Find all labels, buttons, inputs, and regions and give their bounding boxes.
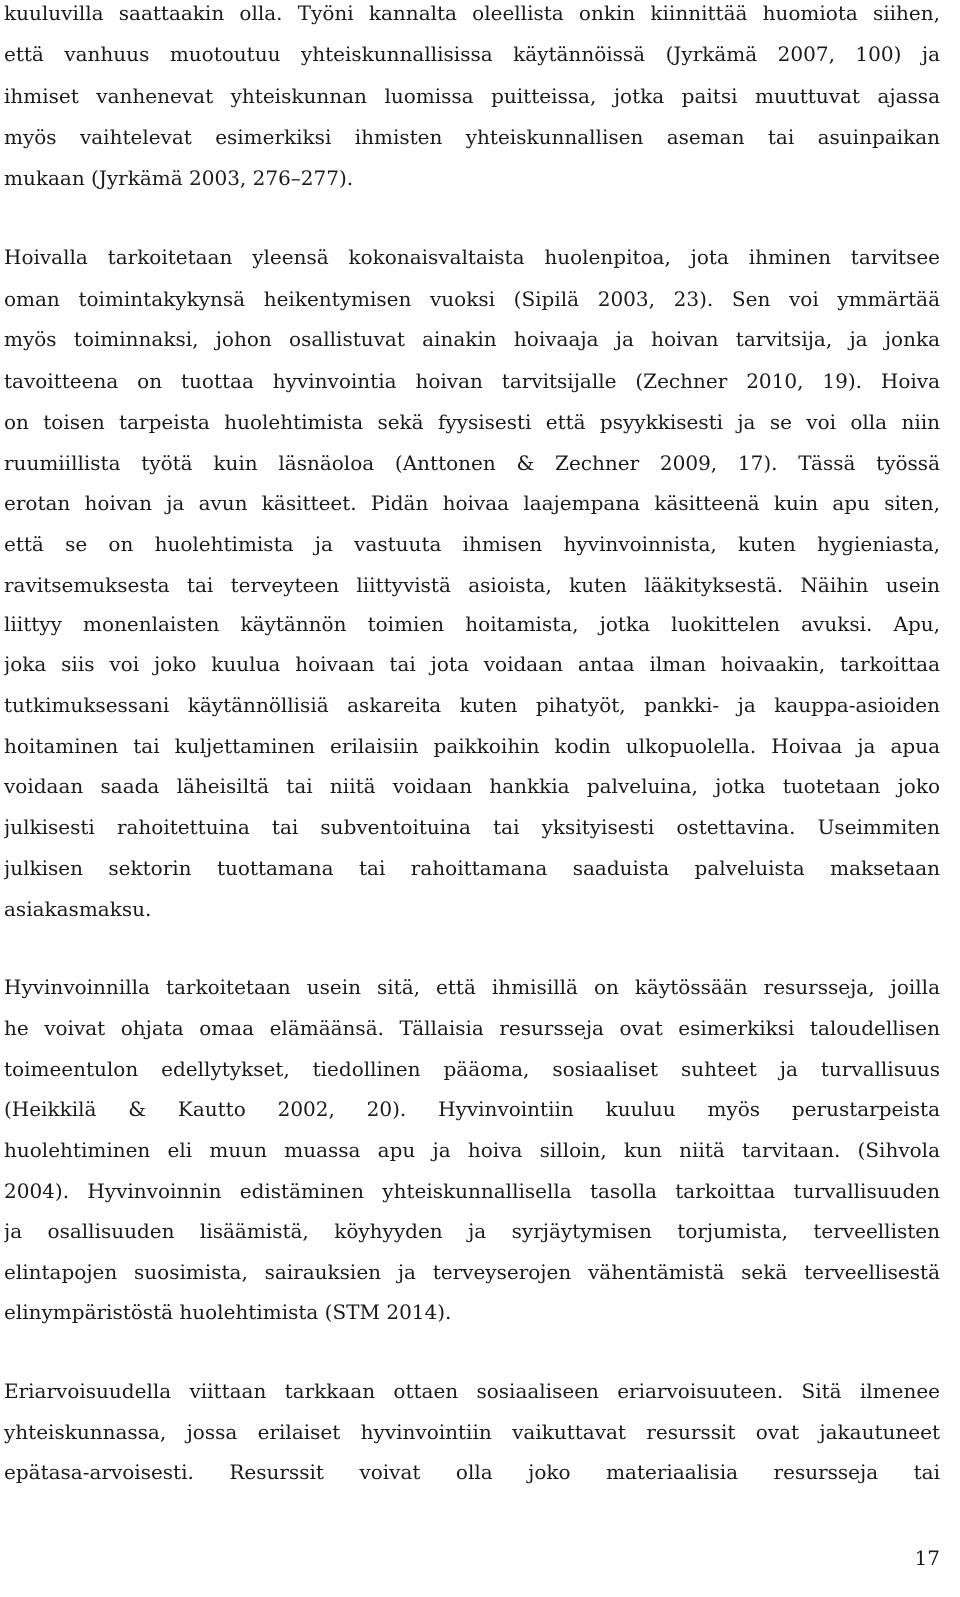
- text-line: ruumiillista työtä kuin läsnäoloa (Anttonen & Zechner 2009, 17). Tässä työssä: [4, 451, 940, 475]
- text-line: toimeentulon edellytykset, tiedollinen pääoma, sosiaaliset suhteet ja turvallisuus: [4, 1057, 940, 1081]
- text-line: on toisen tarpeista huolehtimista sekä fyysisesti että psyykkisesti ja se voi olla niin: [4, 410, 940, 434]
- page-number: 17: [914, 1546, 940, 1570]
- text-line: yhteiskunnassa, jossa erilaiset hyvinvointiin vaikuttavat resurssit ovat jakautuneet: [4, 1420, 940, 1444]
- text-line: julkisen sektorin tuottamana tai rahoittamana saaduista palveluista maksetaan: [4, 856, 940, 880]
- text-line: huolehtiminen eli muun muassa apu ja hoiva silloin, kun niitä tarvitaan. (Sihvola: [4, 1138, 940, 1162]
- text-line: voidaan saada läheisiltä tai niitä voidaan hankkia palveluina, jotka tuotetaan joko: [4, 774, 940, 798]
- text-line: epätasa-arvoisesti. Resurssit voivat olla joko materiaalisia resursseja tai: [4, 1460, 940, 1484]
- text-line: (Heikkilä & Kautto 2002, 20). Hyvinvointiin kuuluu myös perustarpeista: [4, 1097, 940, 1121]
- text-line: he voivat ohjata omaa elämäänsä. Tällaisia resursseja ovat esimerkiksi taloudellisen: [4, 1016, 940, 1040]
- text-line: asiakasmaksu.: [4, 897, 152, 921]
- text-line: että vanhuus muotoutuu yhteiskunnallisissa käytännöissä (Jyrkämä 2007, 100) ja: [4, 42, 940, 66]
- text-line: julkisesti rahoitettuina tai subventoituina tai yksityisesti ostettavina. Useimmiten: [4, 815, 940, 839]
- text-line: tavoitteena on tuottaa hyvinvointia hoivan tarvitsijalle (Zechner 2010, 19). Hoiva: [4, 369, 940, 393]
- text-line: hoitaminen tai kuljettaminen erilaisiin paikkoihin kodin ulkopuolella. Hoivaa ja apua: [4, 734, 940, 758]
- text-line: liittyy monenlaisten käytännön toimien hoitamista, jotka luokittelen avuksi. Apu,: [4, 612, 940, 636]
- text-line: oman toimintakykynsä heikentymisen vuoksi (Sipilä 2003, 23). Sen voi ymmärtää: [4, 287, 940, 311]
- text-line: Eriarvoisuudella viittaan tarkkaan ottaen sosiaaliseen eriarvoisuuteen. Sitä ilmenee: [4, 1379, 940, 1403]
- text-line: elinympäristöstä huolehtimista (STM 2014).: [4, 1300, 452, 1324]
- text-line: 2004). Hyvinvoinnin edistäminen yhteiskunnallisella tasolla tarkoittaa turvallisuuden: [4, 1179, 940, 1203]
- text-line: ravitsemuksesta tai terveyteen liittyvistä asioista, kuten lääkityksestä. Näihin usein: [4, 573, 940, 597]
- text-line: myös toiminnaksi, johon osallistuvat ainakin hoivaaja ja hoivan tarvitsija, ja jonka: [4, 327, 940, 351]
- text-line: ja osallisuuden lisäämistä, köyhyyden ja syrjäytymisen torjumista, terveellisten: [4, 1219, 940, 1243]
- text-line: mukaan (Jyrkämä 2003, 276–277).: [4, 166, 354, 190]
- text-line: ihmiset vanhenevat yhteiskunnan luomissa puitteissa, jotka paitsi muuttuvat ajassa: [4, 84, 940, 108]
- text-line: elintapojen suosimista, sairauksien ja terveyserojen vähentämistä sekä terveellisestä: [4, 1260, 940, 1284]
- text-line: myös vaihtelevat esimerkiksi ihmisten yhteiskunnallisen aseman tai asuinpaikan: [4, 125, 940, 149]
- text-line: Hoivalla tarkoitetaan yleensä kokonaisvaltaista huolenpitoa, jota ihminen tarvitsee: [4, 245, 940, 269]
- text-line: että se on huolehtimista ja vastuuta ihmisen hyvinvoinnista, kuten hygieniasta,: [4, 532, 940, 556]
- text-line: joka siis voi joko kuulua hoivaan tai jota voidaan antaa ilman hoivaakin, tarkoittaa: [4, 652, 940, 676]
- text-line: tutkimuksessani käytännöllisiä askareita kuten pihatyöt, pankki- ja kauppa-asioiden: [4, 693, 940, 717]
- text-line: Hyvinvoinnilla tarkoitetaan usein sitä, että ihmisillä on käytössään resursseja, joilla: [4, 975, 940, 999]
- text-line: kuuluvilla saattaakin olla. Työni kannalta oleellista onkin kiinnittää huomiota siihen,: [4, 1, 940, 25]
- text-line: erotan hoivan ja avun käsitteet. Pidän hoivaa laajempana käsitteenä kuin apu siten,: [4, 491, 940, 515]
